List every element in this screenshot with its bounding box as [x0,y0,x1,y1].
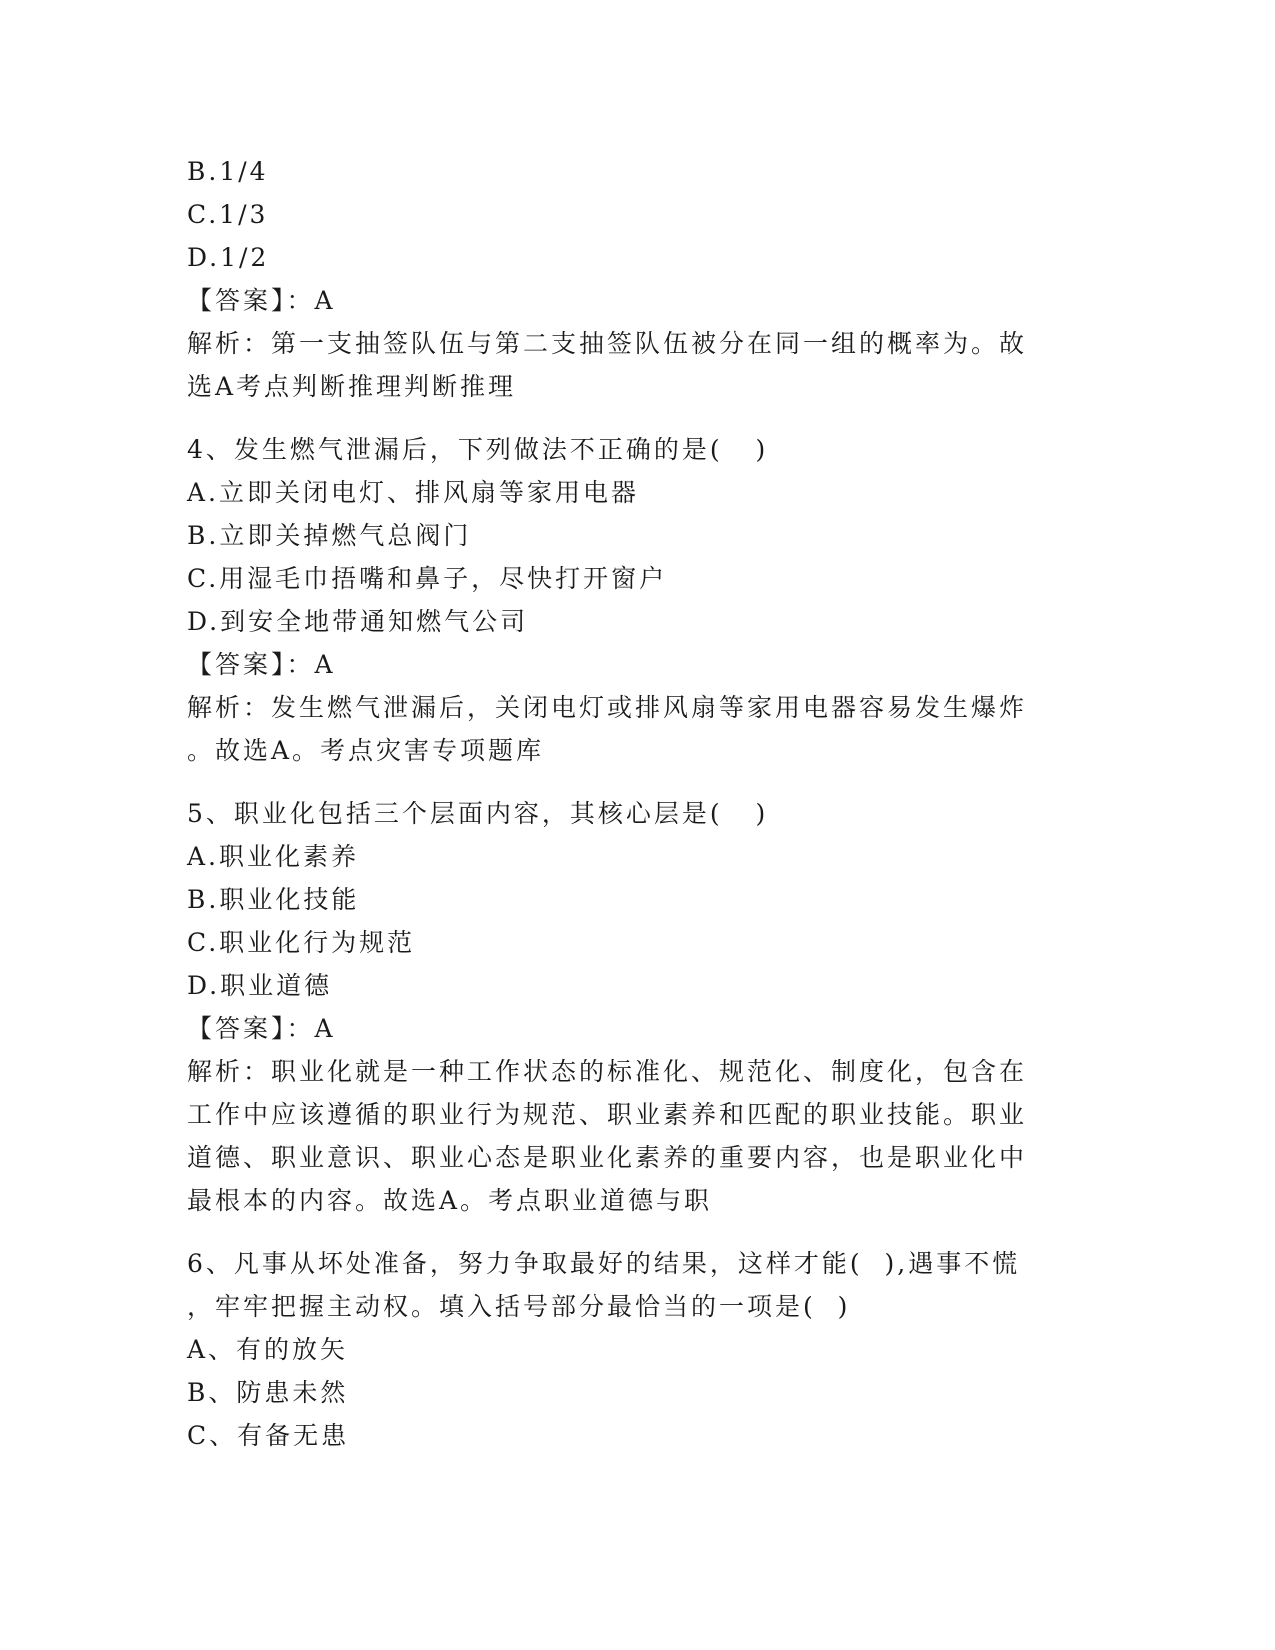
analysis-line: 选A考点判断推理判断推理 [187,372,517,401]
option-a: A.立即关闭电灯、排风扇等家用电器 [187,478,640,507]
question-4-block [187,428,1087,772]
option-a: A、有的放矢 [187,1335,349,1364]
question-text: 5、职业化包括三个层面内容，其核心层是( ) [187,799,769,828]
option-c: C.1/3 [187,200,269,229]
answer-label: 【答案】：A [187,650,336,679]
analysis-line: 最根本的内容。故选A。考点职业道德与职 [187,1186,713,1215]
question-5-block [187,792,1087,1222]
answer-label: 【答案】：A [187,286,336,315]
document-content [187,150,1087,1457]
question-text: 6、凡事从坏处准备，努力争取最好的结果，这样才能( ),遇事不慌 [187,1249,1021,1278]
analysis-line: 工作中应该遵循的职业行为规范、职业素养和匹配的职业技能。职业 [187,1100,1028,1129]
prev-question-block [187,150,1087,408]
option-c: C.职业化行为规范 [187,928,416,957]
option-c: C.用湿毛巾捂嘴和鼻子，尽快打开窗户 [187,564,668,593]
analysis-line: 解析：发生燃气泄漏后，关闭电灯或排风扇等家用电器容易发生爆炸 [187,693,1028,722]
analysis-line: 。故选A。考点灾害专项题库 [187,736,545,765]
question-text: ，牢牢把握主动权。填入括号部分最恰当的一项是( ) [187,1292,851,1321]
option-b: B.职业化技能 [187,885,360,914]
question-6-block [187,1242,1087,1457]
analysis-line: 道德、职业意识、职业心态是职业化素养的重要内容，也是职业化中 [187,1143,1028,1172]
option-d: D.职业道德 [187,971,333,1000]
answer-label: 【答案】：A [187,1014,336,1043]
analysis-line: 解析：职业化就是一种工作状态的标准化、规范化、制度化，包含在 [187,1057,1028,1086]
analysis-line: 解析：第一支抽签队伍与第二支抽签队伍被分在同一组的概率为。故 [187,329,1028,358]
option-a: A.职业化素养 [187,842,360,871]
option-c: C、有备无患 [187,1421,350,1450]
option-b: B.1/4 [187,157,269,186]
option-d: D.1/2 [187,243,270,272]
option-d: D.到安全地带通知燃气公司 [187,607,529,636]
option-b: B.立即关掉燃气总阀门 [187,521,472,550]
question-text: 4、发生燃气泄漏后，下列做法不正确的是( ) [187,435,769,464]
option-b: B、防患未然 [187,1378,349,1407]
